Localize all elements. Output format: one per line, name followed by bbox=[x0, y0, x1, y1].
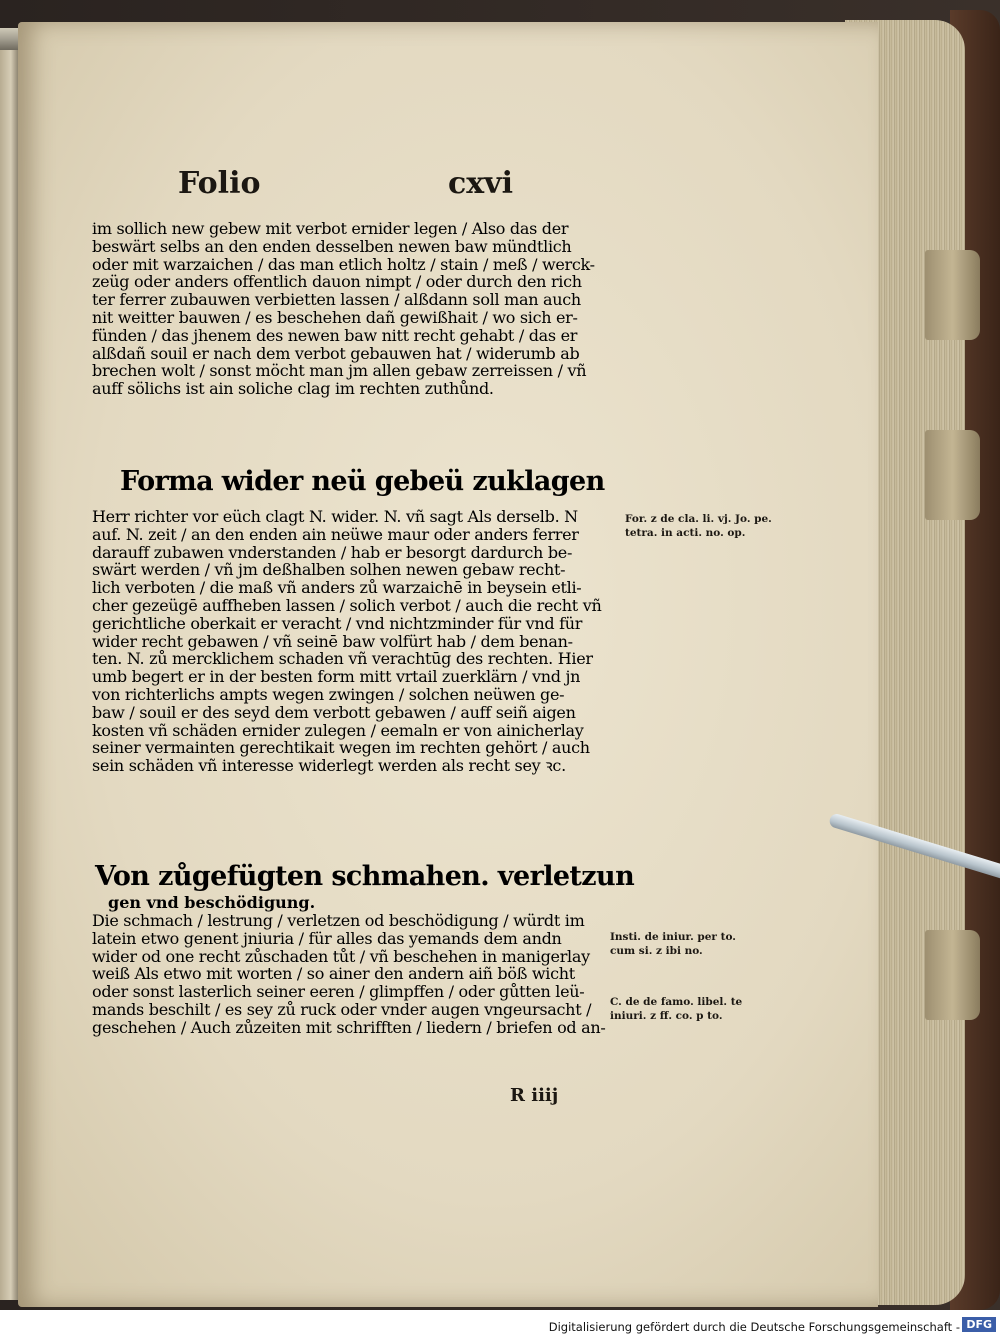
bookmark-tab-2 bbox=[925, 430, 980, 520]
text-line: Die schmach / lestrung / verletzen od beschödigung / würdt im bbox=[92, 911, 585, 930]
text-block-2 bbox=[92, 508, 601, 775]
text-line: darauff zubawen vnderstanden / hab er besorgt dardurch be- bbox=[92, 542, 573, 562]
margin-line: tetra. in acti. no. op. bbox=[625, 527, 746, 539]
text-line: weiß Als etwo mit worten / so ainer den andern aiñ böß wicht bbox=[92, 964, 575, 984]
text-line: gerichtliche oberkait er veracht / vnd nichtzminder für vnd für bbox=[92, 613, 583, 633]
text-line: zeüg oder anders offentlich dauon nimpt / oder durch den rich bbox=[92, 272, 582, 292]
text-line: ten. N. zů mercklichem schaden vñ verachtūg des rechten. Hier bbox=[92, 649, 593, 669]
margin-line: cum si. z ibi no. bbox=[610, 945, 703, 957]
text-line: latein etwo genent jniuria / für alles das yemands dem andn bbox=[92, 928, 562, 948]
text-line: umb begert er in der besten form mitt vrtail zuerklärn / vnd jn bbox=[92, 667, 581, 687]
facing-page bbox=[0, 30, 18, 1300]
signature-mark: R iiij bbox=[510, 1085, 559, 1106]
text-line: oder mit warzaichen / das man etlich holtz / stain / meß / werck- bbox=[92, 254, 595, 274]
margin-note-3 bbox=[610, 995, 742, 1023]
bookmark-tab-3 bbox=[925, 930, 980, 1020]
text-line: sein schäden vñ interesse widerlegt werden als recht sey ꝛc. bbox=[92, 756, 566, 776]
header-folio-label: Folio bbox=[178, 166, 261, 201]
text-block-1 bbox=[92, 220, 595, 398]
text-line: kosten vñ schäden ernider zulegen / eemaln er von ainicherlay bbox=[92, 720, 584, 740]
footer-credit: Digitalisierung gefördert durch die Deutsche Forschungsgemeinschaft - bbox=[548, 1320, 960, 1334]
text-line: von richterlichs ampts wegen zwingen / solchen neüwen ge- bbox=[92, 684, 565, 704]
text-line: mands beschilt / es sey zů ruck oder vnder augen vngeursacht / bbox=[92, 999, 592, 1019]
header-folio-number: cxvi bbox=[448, 166, 513, 201]
text-block-3 bbox=[92, 912, 606, 1037]
text-line: im sollich new gebew mit verbot ernider legen / Also das der bbox=[92, 219, 569, 238]
text-line: oder sonst lasterlich seiner eeren / glimpffen / oder gůtten leü- bbox=[92, 982, 585, 1002]
margin-note-2 bbox=[610, 930, 736, 958]
text-line: nit weitter bauwen / es beschehen dañ gewißhait / wo sich er- bbox=[92, 307, 578, 327]
section-heading-2: Von zůgefügten schmahen. verletzun bbox=[95, 861, 635, 892]
text-line: geschehen / Auch zůzeiten mit schrifften / liedern / briefen od an- bbox=[92, 1017, 606, 1037]
text-line: baw / souil er des seyd dem verbott gebawen / auff seiñ aigen bbox=[92, 702, 576, 722]
margin-line: For. z de cla. li. vj. Jo. pe. bbox=[625, 513, 772, 525]
page-header bbox=[178, 166, 513, 201]
text-line: auf. N. zeit / an den enden ain neüwe maur oder anders ferrer bbox=[92, 524, 579, 544]
text-line: auff sölichs ist ain soliche clag im rechten zuthůnd. bbox=[92, 379, 494, 399]
text-line: cher gezeügē auffheben lassen / solich verbot / auch die recht vñ bbox=[92, 595, 602, 615]
dfg-logo: DFG bbox=[962, 1317, 996, 1332]
text-line: swärt werden / vñ jm deßhalben solhen newen gebaw recht- bbox=[92, 560, 566, 580]
margin-line: C. de de famo. libel. te bbox=[610, 996, 743, 1008]
text-line: Herr richter vor eüch clagt N. wider. N. vñ sagt Als derselb. N bbox=[92, 507, 578, 526]
margin-note-1 bbox=[625, 512, 772, 540]
text-line: wider od one recht zůschaden tůt / vñ beschehen in manigerlay bbox=[92, 946, 590, 966]
text-line: beswärt selbs an den enden desselben newen baw mündtlich bbox=[92, 236, 572, 256]
text-line: lich verboten / die maß vñ anders zů warzaichē in beysein etli- bbox=[92, 578, 582, 598]
margin-line: Insti. de iniur. per to. bbox=[610, 931, 736, 943]
text-line: brechen wolt / sonst möcht man jm allen gebaw zerreissen / vñ bbox=[92, 361, 587, 381]
margin-line: iniuri. z ff. co. p to. bbox=[610, 1010, 723, 1022]
section-heading-1: Forma wider neü gebeü zuklagen bbox=[120, 466, 605, 497]
section-subheading-2: gen vnd beschödigung. bbox=[108, 893, 316, 912]
text-line: seiner vermainten gerechtikait wegen im rechten gehört / auch bbox=[92, 738, 590, 758]
bookmark-tab-1 bbox=[925, 250, 980, 340]
text-line: ter ferrer zubauwen verbietten lassen / alßdann soll man auch bbox=[92, 290, 581, 310]
text-line: alßdañ souil er nach dem verbot gebauwen hat / widerumb ab bbox=[92, 343, 580, 363]
text-line: fünden / das jhenem des newen baw nitt recht gehabt / das er bbox=[92, 325, 578, 345]
text-line: wider recht gebawen / vñ seinē baw volfürt hab / dem benan- bbox=[92, 631, 573, 651]
